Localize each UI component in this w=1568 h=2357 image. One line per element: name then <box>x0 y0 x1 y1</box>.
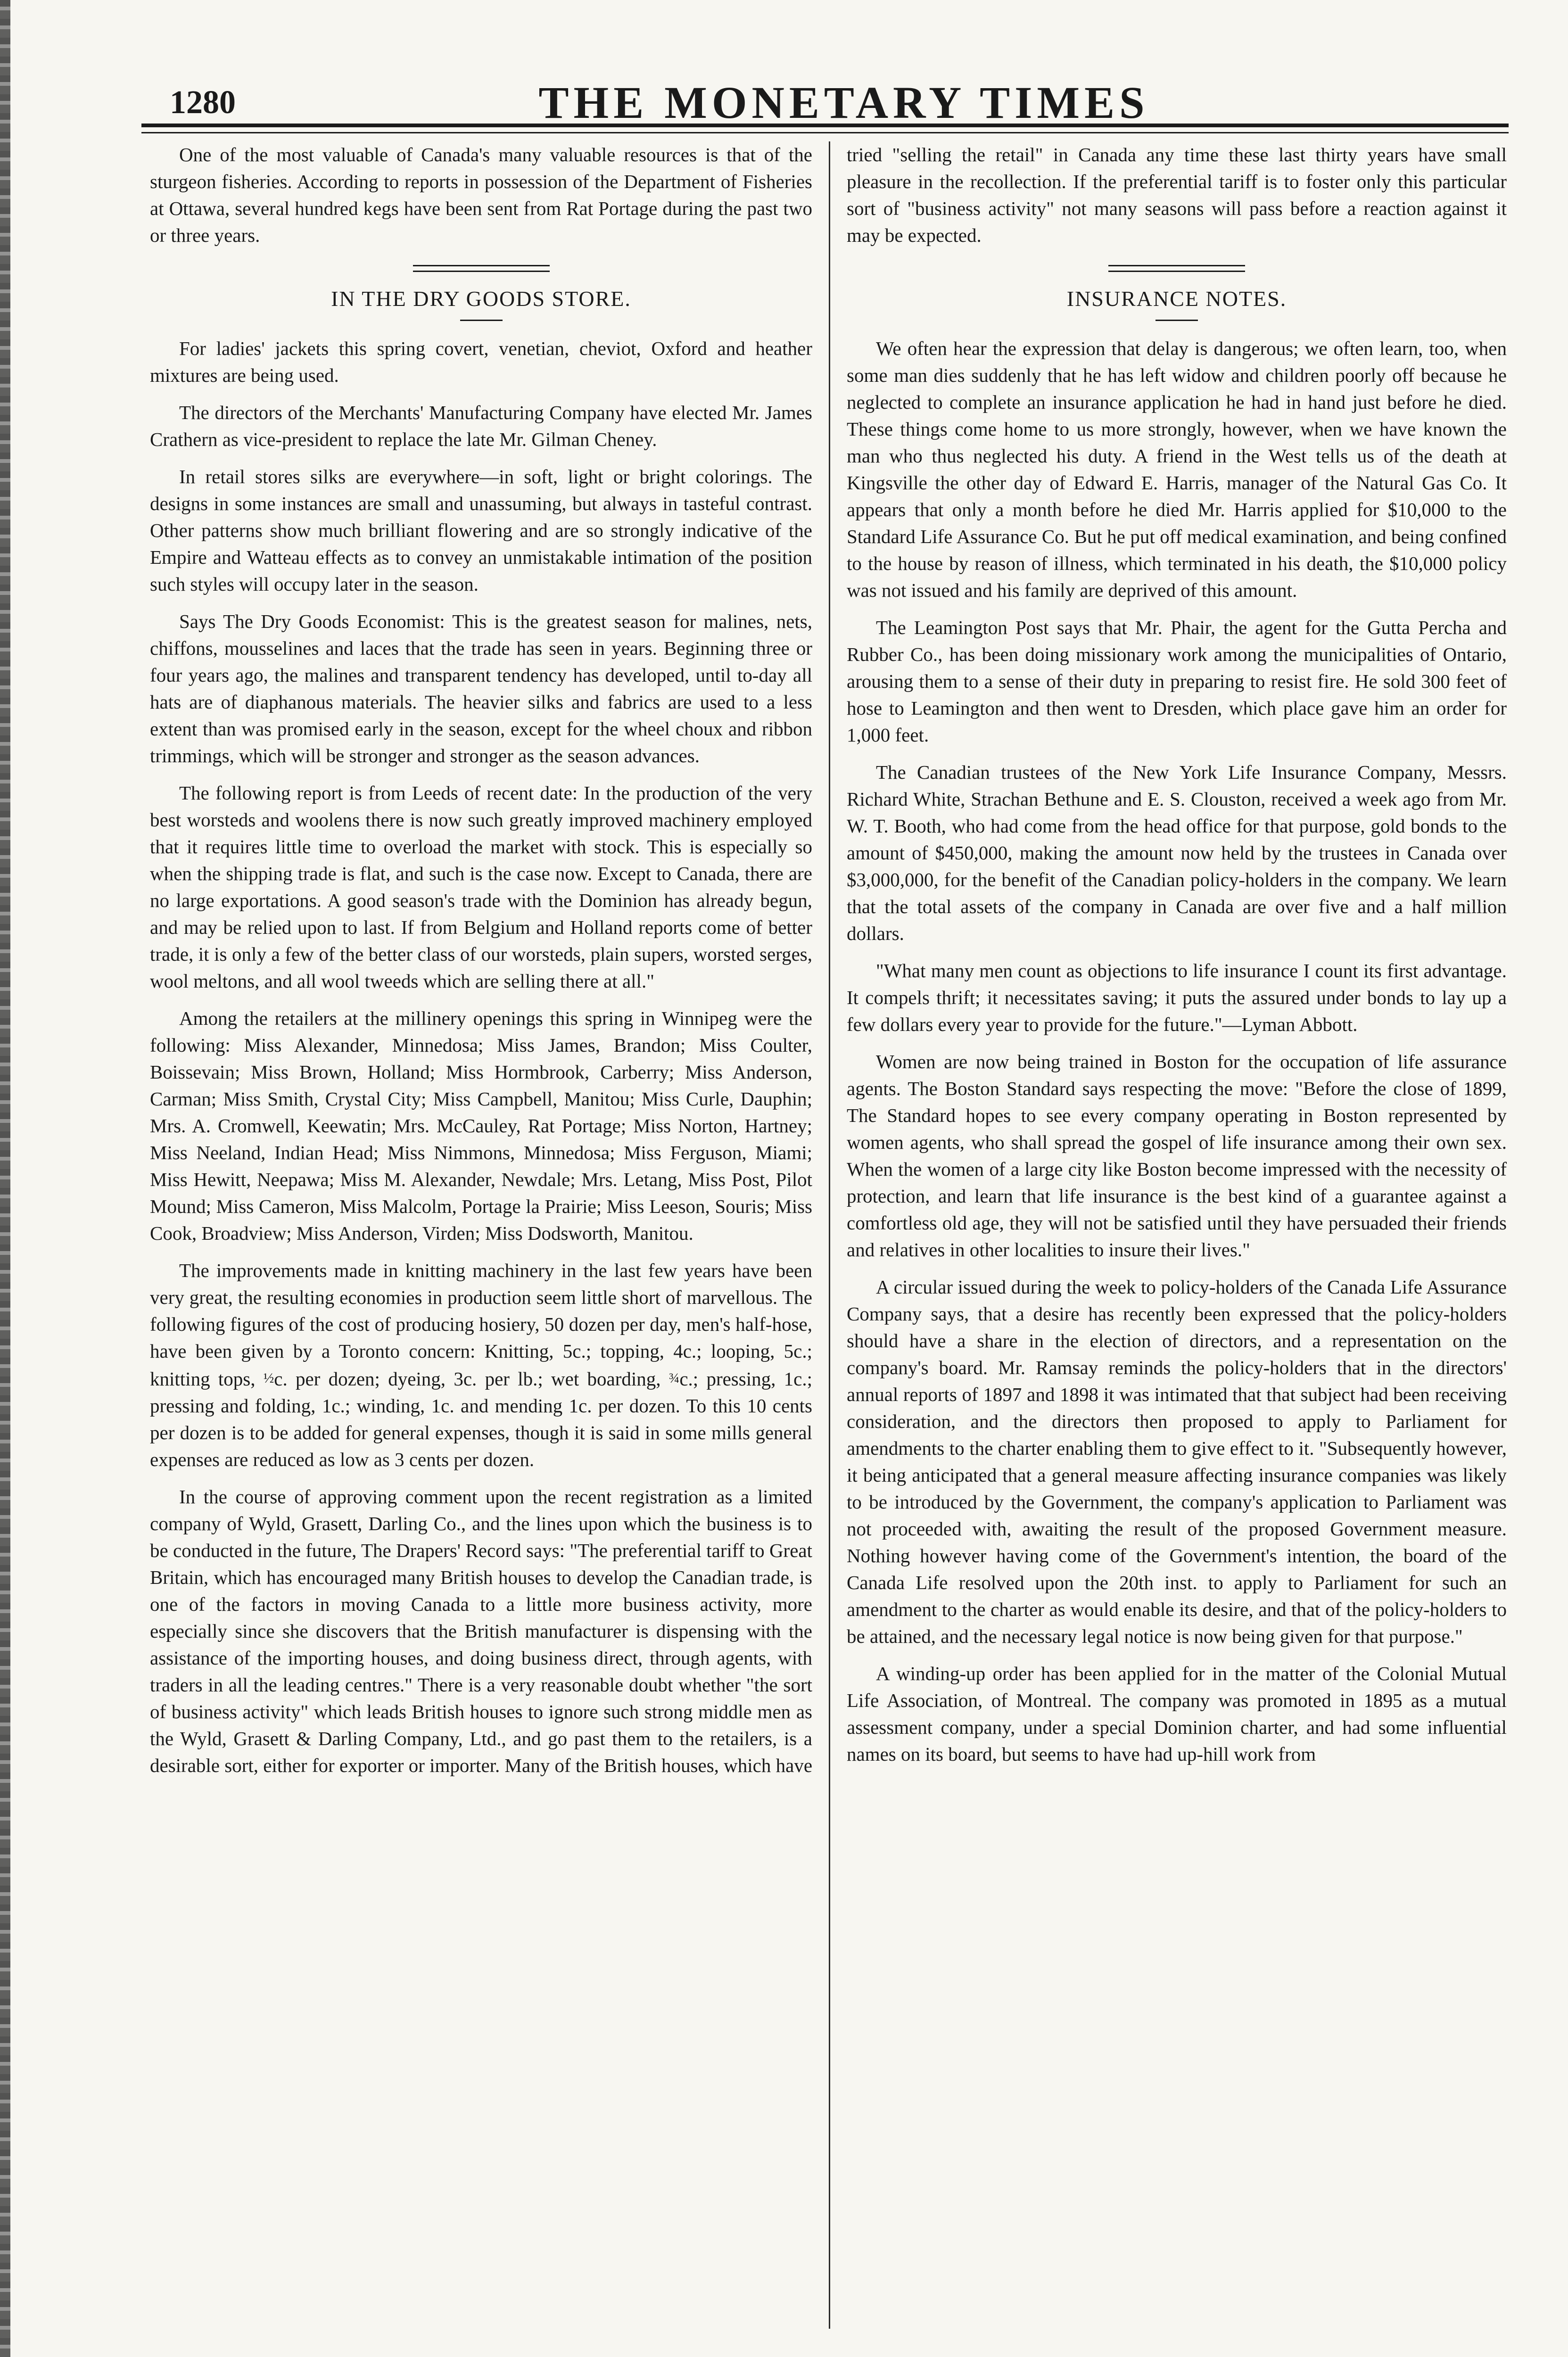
paragraph: Among the retailers at the millinery openings this spring in Winnipeg were the following: Miss Alexander, Minnedosa; Miss James, Brandon; Miss Coulter, Boissevain; Miss Brown, Holland; Miss Hormbrook, Carberry; Miss Anderson, Carman; Miss Smith, Crystal City; Miss Campbell, Manitou; Miss Curle, Dauphin; Mrs. A. Cromwell, Keewatin; Mrs. McCauley, Rat Portage; Miss Norton, Hartney; Miss Neeland, Indian Head; Miss Nimmons, Minnedosa; Miss Ferguson, Miami; Miss Hewitt, Neepawa; Miss M. Alexander, Newdale; Mrs. Letang, Miss Post, Pilot Mound; Miss Cameron, Miss Malcolm, Portage la Prairie; Miss Leeson, Souris; Miss Cook, Broadview; Miss Anderson, Virden; Miss Dodsworth, Manitou. <box>150 1007 812 1244</box>
paragraph: The following report is from Leeds of recent date: In the production of the very best worsteds and woolens there is now such greatly improved machinery employed that it requires little time to overload the market with stock. This is especially so when the shipping trade is flat, and such is the case now. Except to Canada, there are no large exportations. A good season's trade with the Dominion has already begun, and may be relied upon to last. If from Belgium and Holland reports come of better trade, it is only a few of the better class of our worsteds, plain supers, worsted serges, wool meltons, and all wool tweeds which are selling there at all." <box>150 782 812 992</box>
paragraph: Women are now being trained in Boston for the occupation of life assurance agents. The Boston Standard says respecting the move: "Before the close of 1899, The Standard hopes to see every company operating in Boston represented by women agents, who shall spread the gospel of life insurance among their own sex. When the women of a large city like Boston become impressed with the necessity of protection, and learn that life insurance is the best kind of a guarantee against a comfortless old age, they will not be satisfied until they have persuaded their friends and relatives in other localities to insure their lives." <box>847 1051 1507 1261</box>
quote-paragraph: "What many men count as objections to life insurance I count its first advantage. It compels thrift; it necessitates saving; it puts the assured under bonds to lay up a few dollars every year to provide for the future."—Lyman Abbott. <box>847 960 1507 1035</box>
binding-edge <box>0 0 10 2357</box>
paragraph: The Leamington Post says that Mr. Phair, the agent for the Gutta Percha and Rubber Co., has been doing missionary work among the municipalities of Ontario, arousing them to a sense of their duty in preparing to resist fire. He sold 300 feet of hose to Leamington and then went to Dresden, which place gave him an order for 1,000 feet. <box>847 617 1507 746</box>
page-number: 1280 <box>170 84 236 121</box>
section-rule <box>413 265 550 272</box>
fraction: ¾ <box>668 1370 680 1386</box>
paragraph: The Canadian trustees of the New York Life Insurance Company, Messrs. Richard White, Strachan Bethune and E. S. Clouston, received a week ago from Mr. W. T. Booth, who had come from the head office for that purpose, gold bonds to the amount of $450,000, making the amount now held by the trustees in Canada over $3,000,000, for the benefit of the Canadian policy-holders in the company. We learn that the total assets of the company in Canada are over five and a half million dollars. <box>847 761 1507 944</box>
continuation-paragraph: tried "selling the retail" in Canada any time these last thirty years have small pleasure in the recollection. If the preferential tariff is to foster only this particular sort of "business activity" not many seasons will pass before a reaction against it may be expected. <box>847 144 1507 246</box>
insurance-notes-heading: INSURANCE NOTES. <box>1066 287 1287 311</box>
hosiery-paragraph <box>150 1257 812 1473</box>
header-rule <box>141 124 1509 127</box>
heading-underline <box>460 320 503 321</box>
left-column <box>150 141 812 1789</box>
right-column <box>847 141 1507 1778</box>
text-span: c.; pressing, 1c.; pressing and folding, 1c.; winding, 1c. and mending 1c. per dozen. To this 10 cents per dozen is to be added for general expenses, though it is said in some mills general expenses are reduced as low as 3 cents per dozen. <box>150 1368 812 1470</box>
paragraph: For ladies' jackets this spring covert, venetian, cheviot, Oxford and heather mixtures are being used. <box>150 338 812 386</box>
sturgeon-paragraph: One of the most valuable of Canada's many valuable resources is that of the sturgeon fisheries. According to reports in possession of the Department of Fisheries at Ottawa, several hundred kegs have been sent from Rat Portage during the past two or three years. <box>150 144 812 246</box>
text-span: c. per dozen; dyeing, 3c. per lb.; wet boarding, <box>274 1368 669 1390</box>
paragraph: In retail stores silks are everywhere—in soft, light or bright colorings. The designs in some instances are small and unassuming, but always in tasteful contrast. Other patterns show much brilliant flowering and are so strongly indicative of the Empire and Watteau effects as to convey an unmistakable intimation of the position such styles will occupy later in the season. <box>150 466 812 595</box>
text-span: The improvements made in knitting machinery in the last few years have been very great, the resulting economies in production seem little short of marvellous. The following figures of the cost of producing hosiery, 50 dozen per day, men's half-hose, have been given by a Toronto concern: Knitting, 5c.; topping, 4c.; looping, 5c.; knitting tops, <box>150 1260 812 1390</box>
paragraph: We often hear the expression that delay is dangerous; we often learn, too, when some man dies suddenly that he has left widow and children poorly off because he neglected to complete an insurance application he had in hand just before he died. These things come home to us more strongly, however, when we have known the man who thus neglected his duty. A friend in the West tells us of the death at Kingsville the other day of Edward E. Harris, manager of the Natural Gas Co. It appears that only a month before he died Mr. Harris applied for $10,000 to the Standard Life Assurance Co. But he put off medical examination, and being confined to the house by reason of illness, which terminated in his death, the $10,000 policy was not issued and his family are deprived of this amount. <box>847 338 1507 601</box>
paragraph: Says The Dry Goods Economist: This is the greatest season for malines, nets, chiffons, mousselines and laces that the trade has seen in years. Beginning three or four years ago, the malines and transparent tendency has developed, until to-day all hats are of diaphanous materials. The heavier silks and fabrics are used to a less extent than was promised early in the season, except for the wheel choux and ribbon trimmings, which will be stronger and stronger as the season advances. <box>150 610 812 766</box>
paragraph: The directors of the Merchants' Manufacturing Company have elected Mr. James Crathern as vice-president to replace the late Mr. Gilman Cheney. <box>150 402 812 450</box>
dry-goods-heading: IN THE DRY GOODS STORE. <box>331 287 631 311</box>
page-header <box>170 71 1518 127</box>
paragraph: A circular issued during the week to policy-holders of the Canada Life Assurance Company says, that a desire has recently been expressed that the policy-holders should have a share in the election of directors, and a representation on the company's board. Mr. Ramsay reminds the policy-holders that in the directors' annual reports of 1897 and 1898 it was intimated that that subject had been receiving consideration, and the directors then proposed to apply to Parliament for amendments to the charter enabling them to give effect to it. "Subsequently however, it being anticipated that a general measure affecting insurance companies was likely to be introduced by the Government, the company's application to Parliament was not proceeded with, awaiting the result of the proposed Government measure. Nothing however having come of the Government's intention, the board of the Canada Life resolved upon the 20th inst. to apply to Parliament for such an amendment to the charter as would enable its desire, and that of the policy-holders to be attained, and the necessary legal notice is now being given for that purpose." <box>847 1276 1507 1647</box>
section-rule <box>1108 265 1245 272</box>
paragraph: A winding-up order has been applied for in the matter of the Colonial Mutual Life Association, of Montreal. The company was promoted in 1895 as a mutual assessment company, under a special Dominion charter, and had some influential names on its board, but seems to have had up-hill work from <box>847 1663 1507 1765</box>
paragraph: In the course of approving comment upon the recent registration as a limited company of Wyld, Grasett, Darling Co., and the lines upon which the business is to be conducted in the future, The Drapers' Record says: "The preferential tariff to Great Britain, which has encouraged many British houses to develop the Canadian trade, is one of the factors in moving Canada to a little more business activity, more especially since she discovers that the British manufacturer is dispensing with the assistance of the importing houses, and doing business direct, through agents, with traders in all the leading centres." There is a very reasonable doubt whether "the sort of business activity" which leads British houses to ignore such strong middle men as the Wyld, Grasett & Darling Company, Ltd., and go past them to the retailers, is a desirable sort, either for exporter or importer. Many of the British houses, which have <box>150 1486 813 1776</box>
heading-underline <box>1155 320 1198 321</box>
header-rule-thin <box>141 132 1509 133</box>
column-divider <box>829 141 830 2329</box>
masthead-title: THE MONETARY TIMES <box>538 77 1149 128</box>
fraction: ½ <box>263 1370 274 1386</box>
